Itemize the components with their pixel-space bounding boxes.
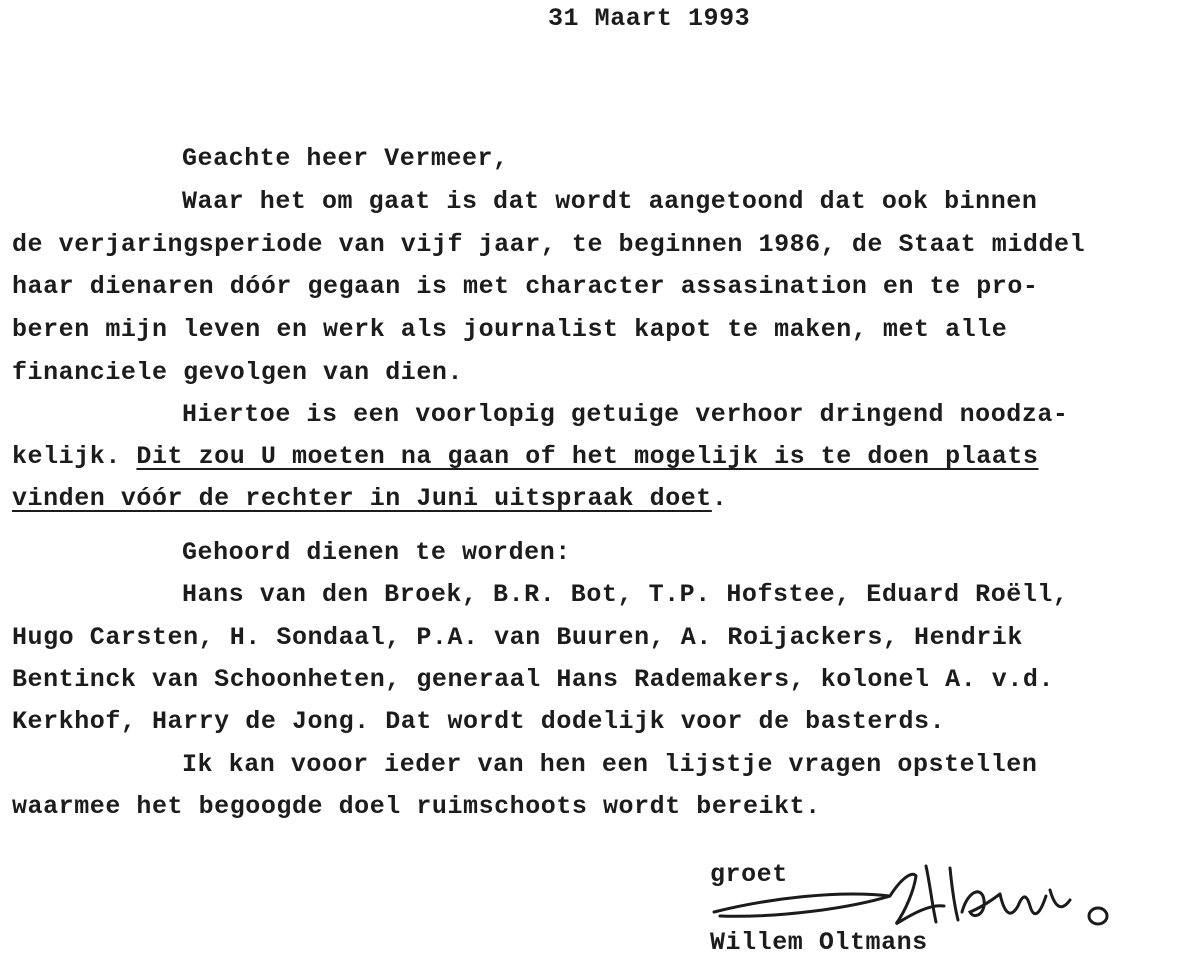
letter-date: 31 Maart 1993 [548, 4, 751, 33]
underlined-text: vinden vóór de rechter in Juni uitspraak doet [12, 484, 712, 513]
body-line: de verjaringsperiode van vijf jaar, te beginnen 1986, de Staat middel [12, 230, 1086, 259]
body-line: waarmee het begoogde doel ruimschoots wordt bereikt. [12, 792, 821, 821]
salutation: Geachte heer Vermeer, [182, 144, 509, 173]
body-line: beren mijn leven en werk als journalist kapot te maken, met alle [12, 315, 1008, 344]
closing-greeting: groet [710, 860, 788, 889]
names-line: Hugo Carsten, H. Sondaal, P.A. van Buuren, A. Roijackers, Hendrik [12, 623, 1023, 652]
body-line: Waar het om gaat is dat wordt aangetoond dat ook binnen [182, 187, 1038, 216]
names-line: Bentinck van Schoonheten, generaal Hans Rademakers, kolonel A. v.d. [12, 665, 1055, 694]
body-line: haar dienaren dóór gegaan is met character assasination en te pro- [12, 272, 1039, 301]
body-line: Gehoord dienen te worden: [182, 538, 571, 567]
body-line [12, 442, 1038, 472]
body-line: Ik kan vooor ieder van hen een lijstje vragen opstellen [182, 750, 1038, 779]
body-text: . [711, 484, 728, 513]
body-line: financiele gevolgen van dien. [12, 358, 464, 387]
names-line: Hans van den Broek, B.R. Bot, T.P. Hofstee, Eduard Roëll, [182, 580, 1069, 609]
names-line: Kerkhof, Harry de Jong. Dat wordt dodelijk voor de basterds. [12, 707, 946, 736]
sender-name: Willem Oltmans [710, 928, 928, 957]
body-text: kelijk. [12, 442, 137, 471]
body-line [12, 484, 727, 514]
body-line: Hiertoe is een voorlopig getuige verhoor dringend noodza- [182, 400, 1069, 429]
underlined-text: Dit zou U moeten na gaan of het mogelijk is te doen plaats [136, 442, 1039, 471]
